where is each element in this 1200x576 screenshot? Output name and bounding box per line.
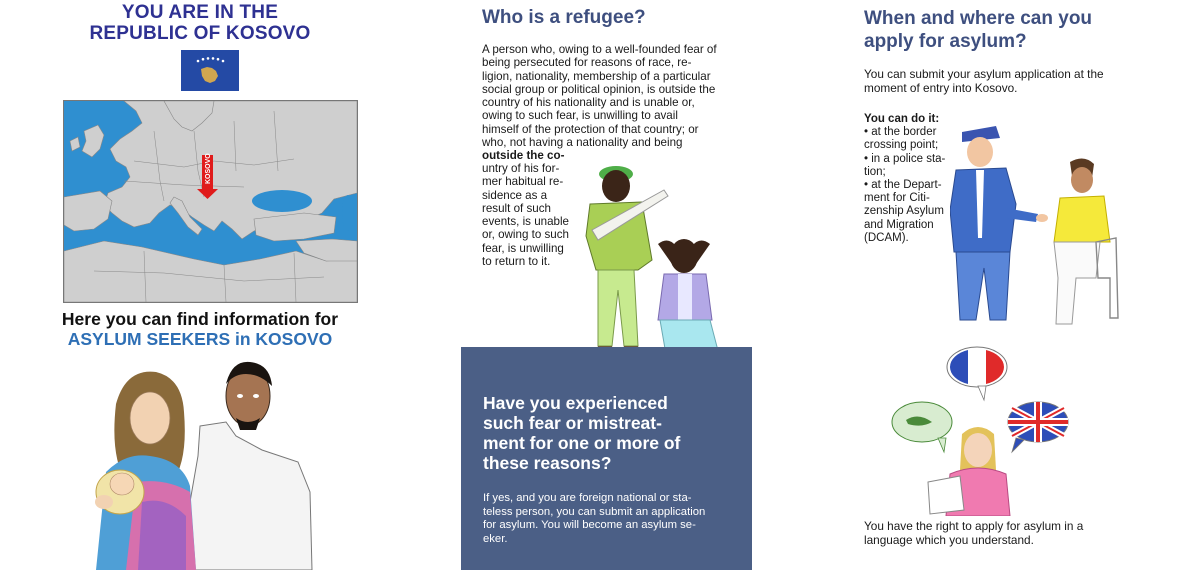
definition-line: himself of the protection of that country; or [482, 122, 699, 136]
heading-when-where [864, 7, 1164, 53]
heading-who-is-refugee: Who is a refugee? [482, 7, 646, 28]
box-heading-line: such fear or mistreat- [483, 413, 662, 433]
map-marker-label: KOSOVO [205, 153, 212, 184]
language-right-text [864, 520, 1164, 547]
refugee-definition [482, 43, 732, 163]
definition-line: to return to it. [482, 255, 551, 269]
box-body-line: If yes, and you are foreign national or sta- [483, 492, 692, 504]
family-illustration [86, 352, 318, 575]
box-body-line: teless person, you can submit an application [483, 505, 706, 518]
where-list-line: crossing point; [864, 139, 939, 152]
language-line: language which you understand. [864, 532, 1034, 547]
where-list-line: (DCAM). [864, 231, 909, 244]
box-body-line: for asylum. You will become an asylum se- [483, 519, 696, 531]
definition-line: social group or political opinion, is outside the [482, 82, 716, 96]
box-heading-line: these reasons? [483, 453, 612, 473]
where-list [864, 113, 959, 245]
where-list-line: ment for Citi- [864, 192, 930, 205]
question-box [461, 347, 752, 570]
police-officer-illustration [950, 118, 1120, 337]
definition-line: mer habitual re- [482, 175, 564, 189]
where-list-line: • at the border [864, 126, 937, 139]
definition-line: sidence as a [482, 188, 548, 202]
where-list-line: • in a police sta- [864, 152, 946, 165]
where-list-line: tion; [864, 165, 886, 178]
definition-line: result of such [482, 201, 551, 215]
box-body [483, 492, 735, 546]
kosovo-title [0, 2, 400, 44]
where-list-line: • at the Depart- [864, 179, 942, 192]
definition-line: ligion, nationality, membership of a particular [482, 69, 711, 83]
definition-line: who, not having a nationality and being [482, 136, 683, 150]
where-list-line: and Migration [864, 218, 934, 231]
where-list-line: zenship Asylum [864, 205, 944, 218]
box-heading-line: ment for one or more of [483, 433, 681, 453]
definition-line: fear, is unwilling [482, 241, 564, 255]
heading-line: When and where can you [864, 8, 1093, 29]
panel-kosovo-intro [0, 0, 400, 576]
languages-illustration [888, 342, 1074, 521]
box-heading [483, 393, 743, 473]
europe-map [63, 100, 358, 303]
kosovo-flag-icon [181, 50, 239, 91]
box-body-line: eker. [483, 532, 508, 545]
definition-line: owing to such fear, is unwilling to avail [482, 109, 678, 123]
panel-who-is-refugee [400, 0, 800, 576]
intro-line: moment of entry into Kosovo. [864, 80, 1018, 95]
definition-line: A person who, owing to a well-founded fear of [482, 43, 717, 56]
heading-line: apply for asylum? [864, 31, 1027, 52]
kosovo-title-line2: REPUBLIC OF KOSOVO [89, 23, 311, 44]
info-line-1: Here you can find information for [61, 309, 339, 329]
definition-line: country of his nationality and is unable or, [482, 96, 695, 110]
language-line: You have the right to apply for asylum in a [864, 519, 1084, 533]
intro-text [864, 68, 1144, 95]
definition-line: untry of his for- [482, 162, 560, 175]
box-heading-line: Have you experienced [483, 393, 668, 413]
definition-line: outside the co- [482, 149, 565, 163]
intro-line: You can submit your asylum application at the [864, 67, 1104, 81]
definition-line: being persecuted for reasons of race, re- [482, 56, 692, 70]
where-list-heading: You can do it: [864, 113, 940, 125]
kosovo-title-line1: YOU ARE IN THE [121, 2, 279, 23]
document-icon [928, 476, 964, 514]
info-line-2: ASYLUM SEEKERS in KOSOVO [67, 329, 333, 349]
refugee-definition-narrow [482, 162, 574, 268]
definition-line: events, is unable [482, 215, 570, 229]
panel-when-where-apply [800, 0, 1200, 576]
definition-line: or, owing to such [482, 228, 570, 242]
